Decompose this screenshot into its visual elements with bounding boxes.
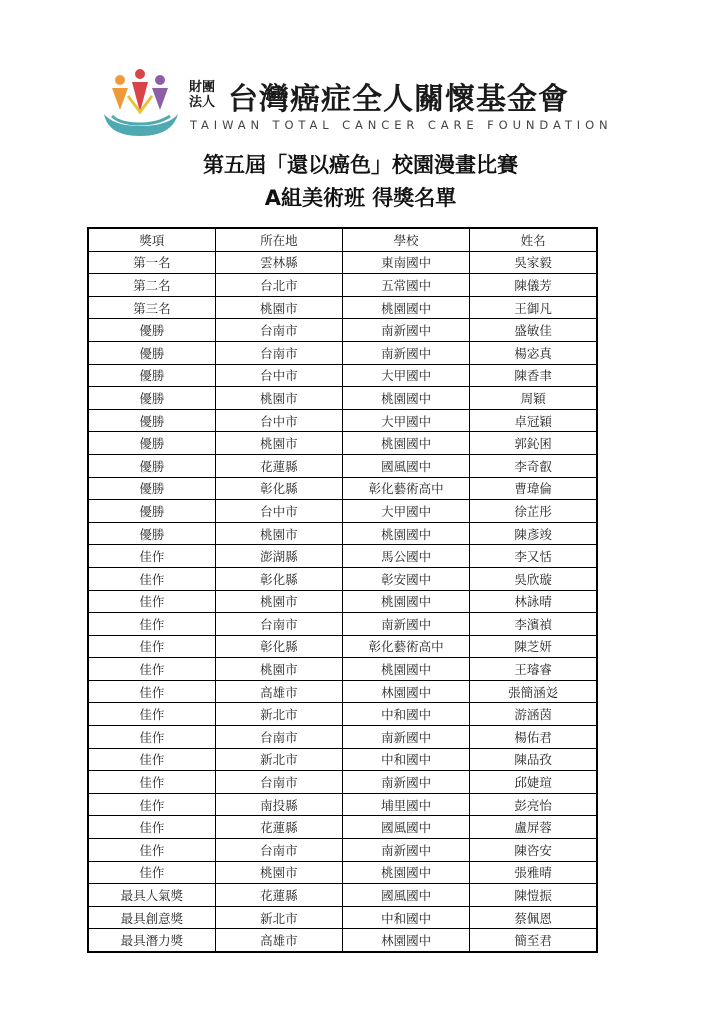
table-row (88, 522, 597, 545)
cell-location: 桃園市 (215, 590, 342, 613)
column-header-award: 獎項 (88, 228, 215, 251)
cell-location: 桃園市 (215, 296, 342, 319)
cell-school: 國風國中 (343, 816, 470, 839)
foundation-name: 台灣癌症全人關懷基金會 (228, 82, 569, 117)
cell-school: 五常國中 (343, 274, 470, 297)
cell-award: 優勝 (88, 454, 215, 477)
table-row (88, 726, 597, 749)
table-row (88, 906, 597, 929)
cell-award: 佳作 (88, 771, 215, 794)
table-row (88, 567, 597, 590)
cell-award: 優勝 (88, 319, 215, 342)
cell-name: 游涵茵 (470, 703, 597, 726)
cell-name: 邱婕瑄 (470, 771, 597, 794)
table-row (88, 454, 597, 477)
cell-award: 佳作 (88, 680, 215, 703)
cell-location: 高雄市 (215, 929, 342, 952)
cell-school: 大甲國中 (343, 409, 470, 432)
table-row (88, 635, 597, 658)
cell-school: 中和國中 (343, 748, 470, 771)
table-row (88, 861, 597, 884)
table-row (88, 296, 597, 319)
table-row (88, 477, 597, 500)
cell-location: 台北市 (215, 274, 342, 297)
cell-name: 李又恬 (470, 545, 597, 568)
cell-award: 佳作 (88, 658, 215, 681)
table-row (88, 500, 597, 523)
cell-name: 張雅晴 (470, 861, 597, 884)
cell-location: 南投縣 (215, 793, 342, 816)
cell-name: 簡至君 (470, 929, 597, 952)
cell-name: 陳芝妍 (470, 635, 597, 658)
cell-name: 陳品孜 (470, 748, 597, 771)
cell-award: 佳作 (88, 793, 215, 816)
cell-award: 第三名 (88, 296, 215, 319)
cell-location: 彰化縣 (215, 567, 342, 590)
table-row (88, 387, 597, 410)
table-row (88, 929, 597, 952)
cell-name: 林詠晴 (470, 590, 597, 613)
column-header-school: 學校 (343, 228, 470, 251)
table-row (88, 703, 597, 726)
cell-name: 吳欣璇 (470, 567, 597, 590)
cell-school: 南新國中 (343, 726, 470, 749)
foundation-english-name: TAIWAN TOTAL CANCER CARE FOUNDATION (190, 118, 613, 132)
cell-location: 花蓮縣 (215, 884, 342, 907)
cell-name: 楊佑君 (470, 726, 597, 749)
table-row (88, 409, 597, 432)
page-title: 第五屆「還以癌色」校園漫畫比賽 (203, 153, 518, 177)
cell-school: 南新國中 (343, 613, 470, 636)
cell-school: 林園國中 (343, 680, 470, 703)
cell-award: 第一名 (88, 251, 215, 274)
cell-award: 優勝 (88, 364, 215, 387)
cell-school: 桃園國中 (343, 861, 470, 884)
cell-location: 台南市 (215, 839, 342, 862)
cell-award: 佳作 (88, 861, 215, 884)
cell-award: 佳作 (88, 545, 215, 568)
cell-award: 佳作 (88, 726, 215, 749)
table-row (88, 432, 597, 455)
cell-name: 蔡佩恩 (470, 906, 597, 929)
cell-location: 新北市 (215, 906, 342, 929)
cell-name: 卓冠穎 (470, 409, 597, 432)
cell-award: 第二名 (88, 274, 215, 297)
cell-location: 新北市 (215, 748, 342, 771)
cell-award: 最具創意獎 (88, 906, 215, 929)
cell-school: 南新國中 (343, 839, 470, 862)
award-table (87, 227, 598, 953)
cell-school: 彰安國中 (343, 567, 470, 590)
cell-location: 花蓮縣 (215, 454, 342, 477)
cell-school: 桃園國中 (343, 522, 470, 545)
cell-award: 最具人氣獎 (88, 884, 215, 907)
cell-location: 澎湖縣 (215, 545, 342, 568)
cell-school: 馬公國中 (343, 545, 470, 568)
cell-location: 台南市 (215, 613, 342, 636)
table-row (88, 884, 597, 907)
cell-school: 南新國中 (343, 319, 470, 342)
cell-school: 中和國中 (343, 906, 470, 929)
cell-location: 桃園市 (215, 522, 342, 545)
table-row (88, 839, 597, 862)
cell-name: 周穎 (470, 387, 597, 410)
cell-name: 曹瑋倫 (470, 477, 597, 500)
cell-school: 大甲國中 (343, 500, 470, 523)
cell-school: 桃園國中 (343, 296, 470, 319)
table-row (88, 251, 597, 274)
cell-location: 新北市 (215, 703, 342, 726)
column-header-name: 姓名 (470, 228, 597, 251)
cell-name: 郭鈊囷 (470, 432, 597, 455)
cell-location: 台南市 (215, 726, 342, 749)
cell-location: 桃園市 (215, 432, 342, 455)
cell-location: 彰化縣 (215, 477, 342, 500)
cell-school: 東南國中 (343, 251, 470, 274)
cell-award: 佳作 (88, 635, 215, 658)
cell-location: 桃園市 (215, 387, 342, 410)
cell-school: 中和國中 (343, 703, 470, 726)
cell-name: 陳香聿 (470, 364, 597, 387)
table-row (88, 319, 597, 342)
foundation-emblem-icon (98, 66, 183, 141)
cell-location: 桃園市 (215, 861, 342, 884)
cell-location: 台中市 (215, 409, 342, 432)
cell-award: 優勝 (88, 432, 215, 455)
cell-name: 張簡涵彣 (470, 680, 597, 703)
page-subtitle: A組美術班 得獎名單 (264, 186, 457, 210)
cell-school: 南新國中 (343, 771, 470, 794)
cell-school: 南新國中 (343, 341, 470, 364)
cell-school: 桃園國中 (343, 387, 470, 410)
cell-award: 佳作 (88, 590, 215, 613)
table-row (88, 341, 597, 364)
cell-name: 彭亮怡 (470, 793, 597, 816)
table-row (88, 364, 597, 387)
column-header-location: 所在地 (215, 228, 342, 251)
cell-name: 盛敏佳 (470, 319, 597, 342)
cell-name: 李奇叡 (470, 454, 597, 477)
cell-school: 林園國中 (343, 929, 470, 952)
cell-school: 彰化藝術高中 (343, 477, 470, 500)
table-row (88, 545, 597, 568)
cell-award: 優勝 (88, 387, 215, 410)
cell-award: 優勝 (88, 341, 215, 364)
org-type-label (189, 80, 219, 110)
cell-school: 埔里國中 (343, 793, 470, 816)
cell-name: 陳儀芳 (470, 274, 597, 297)
cell-name: 盧屏蓉 (470, 816, 597, 839)
cell-award: 優勝 (88, 477, 215, 500)
cell-location: 台南市 (215, 771, 342, 794)
cell-award: 佳作 (88, 816, 215, 839)
cell-award: 優勝 (88, 500, 215, 523)
cell-award: 最具潛力獎 (88, 929, 215, 952)
foundation-logo (98, 66, 613, 141)
cell-name: 徐芷彤 (470, 500, 597, 523)
table-row (88, 771, 597, 794)
cell-name: 楊宓真 (470, 341, 597, 364)
cell-location: 台中市 (215, 364, 342, 387)
cell-award: 佳作 (88, 613, 215, 636)
org-type-line1: 財團 (189, 80, 216, 95)
table-header-row (88, 228, 597, 251)
table-row (88, 274, 597, 297)
cell-location: 台南市 (215, 341, 342, 364)
cell-school: 桃園國中 (343, 590, 470, 613)
table-row (88, 613, 597, 636)
table-row (88, 590, 597, 613)
cell-location: 桃園市 (215, 658, 342, 681)
cell-location: 台中市 (215, 500, 342, 523)
table-body (88, 251, 597, 952)
cell-award: 佳作 (88, 567, 215, 590)
cell-name: 吳家毅 (470, 251, 597, 274)
cell-location: 高雄市 (215, 680, 342, 703)
table-row (88, 658, 597, 681)
cell-location: 彰化縣 (215, 635, 342, 658)
cell-location: 花蓮縣 (215, 816, 342, 839)
cell-school: 桃園國中 (343, 658, 470, 681)
cell-name: 王御凡 (470, 296, 597, 319)
cell-name: 王璿睿 (470, 658, 597, 681)
table-row (88, 816, 597, 839)
table-row (88, 748, 597, 771)
cell-award: 優勝 (88, 522, 215, 545)
cell-name: 陳彥竣 (470, 522, 597, 545)
cell-award: 優勝 (88, 409, 215, 432)
cell-location: 台南市 (215, 319, 342, 342)
cell-school: 桃園國中 (343, 432, 470, 455)
cell-location: 雲林縣 (215, 251, 342, 274)
cell-award: 佳作 (88, 839, 215, 862)
table-row (88, 793, 597, 816)
cell-award: 佳作 (88, 703, 215, 726)
table-row (88, 680, 597, 703)
cell-name: 陳愷振 (470, 884, 597, 907)
cell-school: 彰化藝術高中 (343, 635, 470, 658)
org-type-line2: 法人 (189, 95, 216, 110)
cell-school: 大甲國中 (343, 364, 470, 387)
cell-award: 佳作 (88, 748, 215, 771)
cell-name: 陳咨安 (470, 839, 597, 862)
cell-name: 李濱禎 (470, 613, 597, 636)
cell-school: 國風國中 (343, 884, 470, 907)
cell-school: 國風國中 (343, 454, 470, 477)
